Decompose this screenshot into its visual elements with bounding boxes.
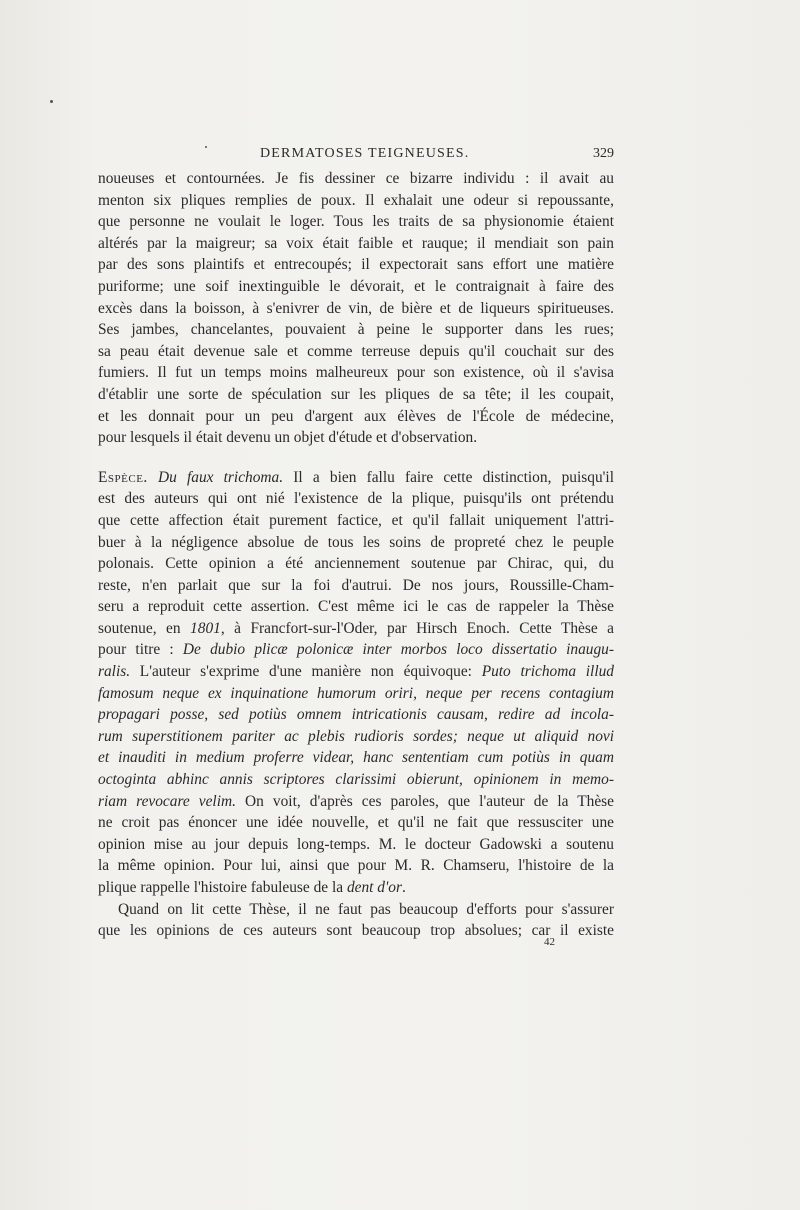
page-number: 329 <box>593 146 614 161</box>
signature-mark: 42 <box>544 936 555 948</box>
text-run: pour titre : <box>98 641 183 659</box>
section-heading: Espèce. <box>98 468 148 486</box>
ink-speck <box>205 146 207 148</box>
text-line <box>98 467 614 489</box>
text-line: polonais. Cette opinion a été anciennement soutenue par Chirac, qui, du <box>98 555 614 573</box>
latin-quote: propagari posse, sed potiùs omnem intricationis causam, redire ad incola- <box>98 706 614 724</box>
text-run: , à Francfort-sur-l'Oder, par Hirsch Enoch. Cette Thèse a <box>220 619 614 637</box>
text-line <box>98 704 614 726</box>
text-run: On voit, d'après ces paroles, que l'auteur de la Thèse <box>235 792 614 810</box>
text-line: que les opinions de ces auteurs sont beaucoup trop absolues; car il existe <box>98 922 614 940</box>
text-line <box>98 747 614 769</box>
text-line: que personne ne voulait le loger. Tous les traits de sa physionomie étaient <box>98 213 614 231</box>
paragraph-3 <box>98 899 614 942</box>
text-line: noueuses et contournées. Je fis dessiner ce bizarre individu : il avait au <box>98 170 614 187</box>
text-line: seru a reproduit cette assertion. C'est même ici le cas de rappeler la Thèse <box>98 598 614 616</box>
text-line: ne croit pas énoncer une idée nouvelle, et qu'il ne fait que ressusciter une <box>98 814 614 832</box>
text-line: est des auteurs qui ont nié l'existence de la plique, puisqu'ils ont prétendu <box>98 490 614 508</box>
text-line: altérés par la maigreur; sa voix était faible et rauque; il mendiait son pain <box>98 234 614 252</box>
latin-title: De dubio plicæ polonicæ inter morbos loco dissertatio inaugu- <box>182 641 614 659</box>
text-line <box>98 639 614 661</box>
text-line: opinion mise au jour depuis long-temps. M. le docteur Gadowski a soutenu <box>98 835 614 853</box>
text-line: menton six pliques remplies de poux. Il exhalait une odeur si repoussante, <box>98 191 614 209</box>
paragraph-2 <box>98 467 614 899</box>
text-line: pour lesquels il était devenu un objet d'étude et d'observation. <box>98 429 478 447</box>
latin-quote: riam revocare velim. <box>98 792 236 810</box>
page-header <box>98 146 614 166</box>
latin-title: ralis. <box>98 663 131 681</box>
text-run: plique rappelle l'histoire fabuleuse de la <box>98 879 347 896</box>
text-line <box>98 726 614 748</box>
text-line: d'établir une sorte de spéculation sur les pliques de sa tête; il les coupait, <box>98 385 614 403</box>
text-line: reste, n'en parlait que sur la foi d'autrui. De nos jours, Roussille-Cham- <box>98 576 614 594</box>
italic-year: 1801 <box>190 619 221 637</box>
body-text <box>98 168 614 942</box>
text-line: par des sons plaintifs et entrecoupés; il expectorait sans effort une matière <box>98 256 614 274</box>
section-title: Du faux trichoma. <box>157 468 284 486</box>
text-line <box>98 877 614 899</box>
latin-quote: rum superstitionem pariter ac plebis rudioris sordes; neque ut aliquid novi <box>98 727 614 745</box>
latin-quote: famosum neque ex inquinatione humorum oriri, neque per recens contagium <box>98 684 614 702</box>
text-run: soutenue, en <box>98 619 191 637</box>
text-line: fumiers. Il fut un temps moins malheureux pour son existence, où il s'avisa <box>98 364 614 382</box>
text-line: que cette affection était purement factice, et qu'il fallait uniquement l'attri- <box>98 511 614 529</box>
text-line <box>98 618 614 640</box>
text-line: buer à la négligence absolue de tous les soins de propreté chez le peuple <box>98 533 614 551</box>
text-run: L'auteur s'exprime d'une manière non équivoque: <box>130 663 482 681</box>
text-line: la même opinion. Pour lui, ainsi que pour M. R. Chamseru, l'histoire de la <box>98 857 614 875</box>
latin-quote: Puto trichoma illud <box>481 663 614 681</box>
text-line <box>98 661 614 683</box>
text-run: Il a bien fallu faire cette distinction, puisqu'il <box>293 468 614 486</box>
text-line <box>98 683 614 705</box>
text-line: et les donnait pour un peu d'argent aux élèves de l'École de médecine, <box>98 407 614 425</box>
text-line <box>98 791 614 813</box>
paragraph-1 <box>98 168 614 449</box>
ink-speck <box>50 100 53 103</box>
text-line: Quand on lit cette Thèse, il ne faut pas beaucoup d'efforts pour s'assurer <box>118 900 614 918</box>
text-line <box>98 769 614 791</box>
italic-phrase: dent d'or <box>346 879 402 896</box>
paragraph-gap <box>98 449 614 467</box>
text-line: puriforme; une soif inextinguible le dévorait, et le contraignait à faire des <box>98 277 614 295</box>
text-line: excès dans la boisson, à s'enivrer de vin, de bière et de liqueurs spiritueuses. <box>98 299 614 317</box>
latin-quote: et inauditi in medium proferre videar, hanc sententiam cum potiùs in quam <box>98 749 614 767</box>
text-line: Ses jambes, chancelantes, pouvaient à peine le supporter dans les rues; <box>98 321 614 339</box>
text-run: . <box>401 879 406 896</box>
text-line: sa peau était devenue sale et comme terreuse depuis qu'il couchait sur des <box>98 342 614 360</box>
running-title: DERMATOSES TEIGNEUSES. <box>260 146 470 161</box>
latin-quote: octoginta abhinc annis scriptores clarissimi obierunt, opinionem in memo- <box>98 771 614 789</box>
